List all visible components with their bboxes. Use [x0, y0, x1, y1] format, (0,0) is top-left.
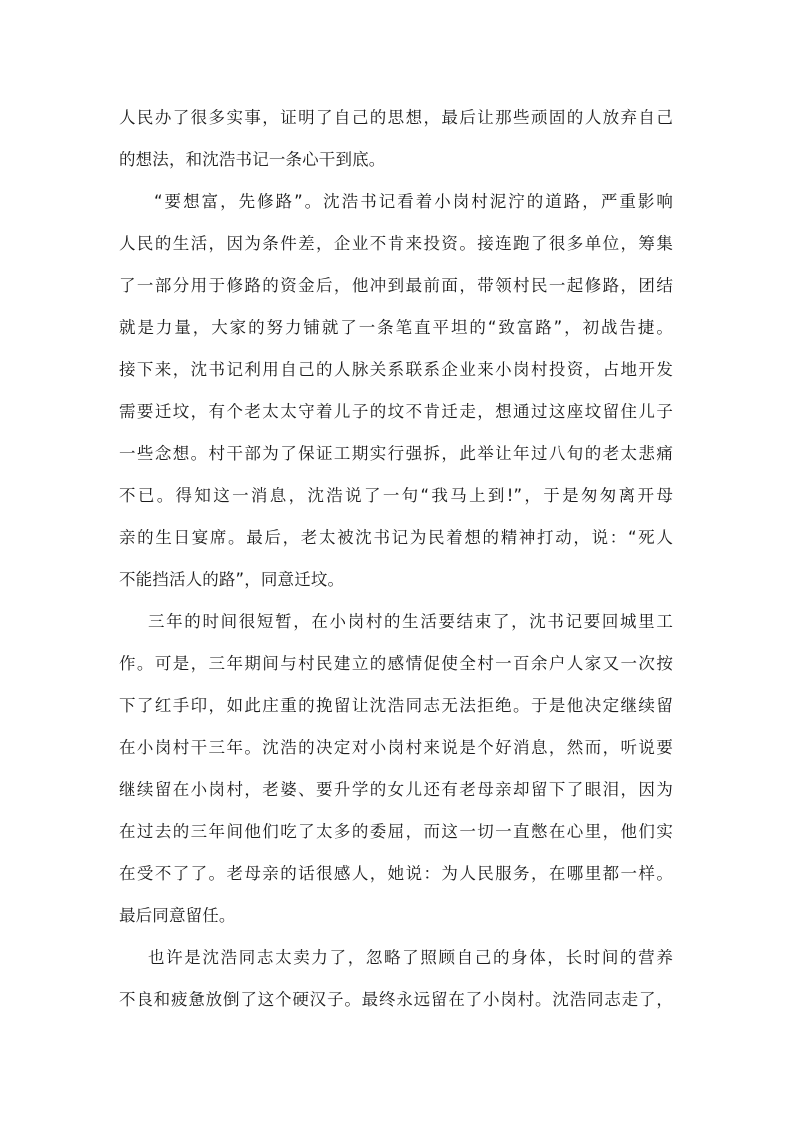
text-line: 人民办了很多实事，证明了自己的思想，最后让那些顽固的人放弃自己	[119, 108, 673, 127]
text-line: 最后同意留任。	[119, 906, 236, 925]
text-line: 一些念想。村干部为了保证工期实行强拆，此举让年过八旬的老太悲痛	[119, 444, 673, 463]
text-line: 亲的生日宴席。最后，老太被沈书记为民着想的精神打动，说：“死人	[119, 528, 673, 547]
text-line: 下了红手印，如此庄重的挽留让沈浩同志无法拒绝。于是他决定继续留	[119, 696, 673, 715]
text-line: 不良和疲惫放倒了这个硬汉子。最终永远留在了小岗村。沈浩同志走了，	[119, 990, 673, 1009]
text-line: 三年的时间很短暂，在小岗村的生活要结束了，沈书记要回城里工	[148, 612, 673, 631]
text-line: 的想法，和沈浩书记一条心干到底。	[119, 150, 386, 169]
text-line: 在小岗村干三年。沈浩的决定对小岗村来说是个好消息，然而，听说要	[119, 738, 673, 757]
text-line: 在受不了了。老母亲的话很感人，她说：为人民服务，在哪里都一样。	[119, 864, 673, 883]
text-line: 人民的生活，因为条件差，企业不肯来投资。接连跑了很多单位，筹集	[119, 234, 673, 253]
text-line: 不已。得知这一消息，沈浩说了一句“我马上到!”，于是匆匆离开母	[119, 486, 673, 505]
text-line: 也许是沈浩同志太卖力了，忽略了照顾自己的身体，长时间的营养	[148, 948, 673, 967]
text-line: “要想富，先修路”。沈浩书记看着小岗村泥泞的道路，严重影响	[154, 192, 673, 211]
text-line: 了一部分用于修路的资金后，他冲到最前面，带领村民一起修路，团结	[119, 276, 673, 295]
text-line: 作。可是，三年期间与村民建立的感情促使全村一百余户人家又一次按	[119, 654, 673, 673]
text-line: 接下来，沈书记利用自己的人脉关系联系企业来小岗村投资，占地开发	[119, 360, 673, 379]
text-line: 需要迁坟，有个老太太守着儿子的坟不肯迁走，想通过这座坟留住儿子	[119, 402, 673, 421]
text-line: 不能挡活人的路”，同意迁坟。	[119, 570, 345, 589]
text-line: 继续留在小岗村，老婆、要升学的女儿还有老母亲却留下了眼泪，因为	[119, 780, 673, 799]
text-line: 在过去的三年间他们吃了太多的委屈，而这一切一直憋在心里，他们实	[119, 822, 673, 841]
text-line: 就是力量，大家的努力铺就了一条笔直平坦的“致富路”，初战告捷。	[119, 318, 673, 337]
